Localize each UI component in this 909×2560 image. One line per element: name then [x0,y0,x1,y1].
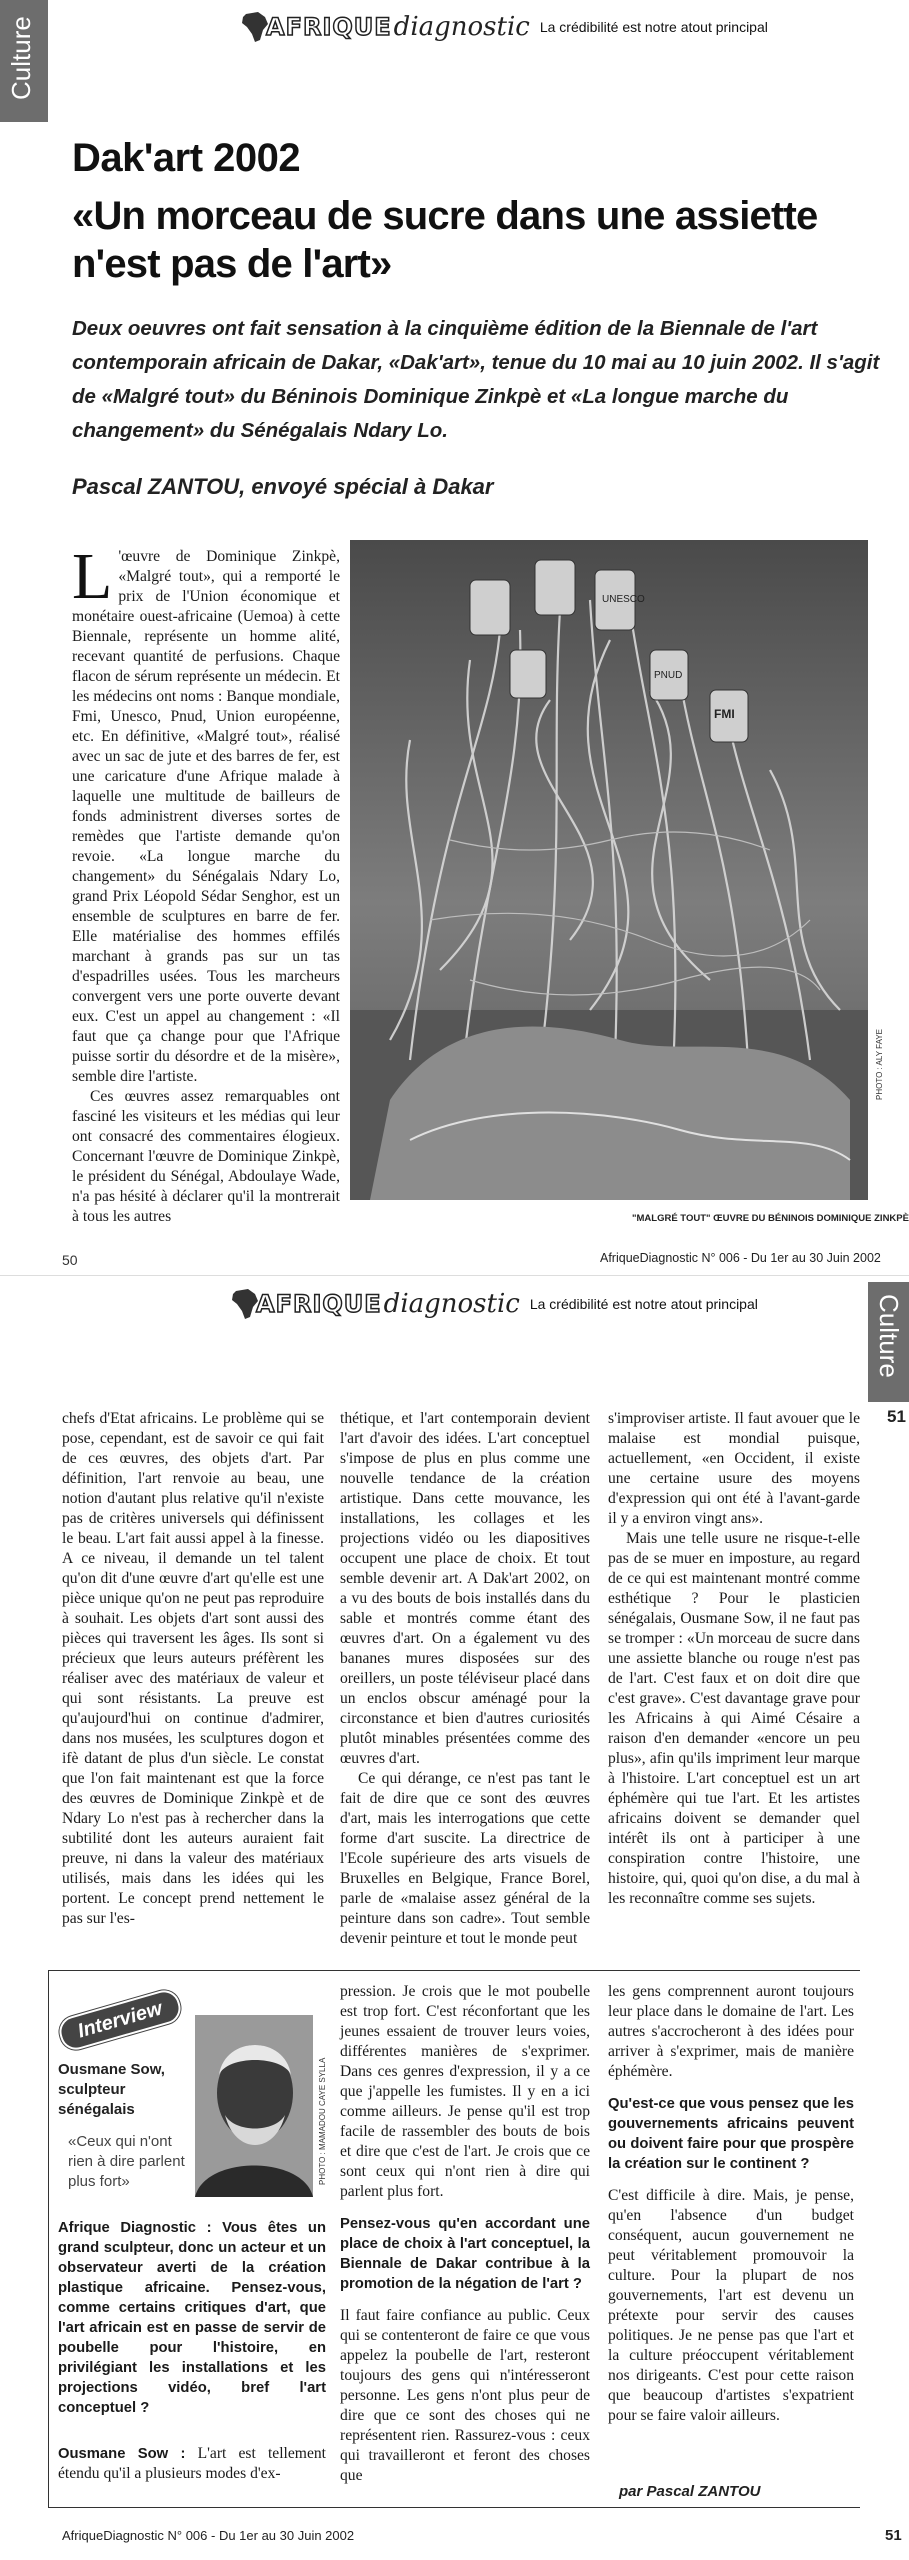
body-column-1 [62,1409,324,1929]
page-divider [0,1275,909,1276]
masthead [228,1287,758,1321]
article-standfirst: Deux oeuvres ont fait sensation à la cinquième édition de la Biennale de l'art contemporain africain de Dakar, «Dak'art», tenue du 10 mai au 10 juin 2002. Il s'agit de «Malgré tout» du Béninois Dominique Zinkpè et «La longue marche du changement» du Sénégalais Ndary Lo. [72,317,880,442]
article-byline: Pascal ZANTOU, envoyé spécial à Dakar [72,474,494,499]
section-tab-label: Culture [874,1294,904,1378]
interview-question: Afrique Diagnostic : Vous êtes un grand sculpteur, donc un acteur et un observateur averti de la création plastique africaine. Pensez-vous, comme certains critiques d'art, que l'art africain est en passe de servir de poubelle pour l'histoire, en privilégiant les installations et les projections vidéo, bref l'art conceptuel ? [58,2220,326,2416]
page-number: 50 [62,1252,78,1268]
artwork-photo [350,540,868,1200]
body-column-1 [72,540,340,1227]
masthead [238,10,768,44]
article-headline: «Un morceau de sucre dans une assiette n'est pas de l'art» [72,194,818,286]
body-paragraph: Ce qui dérange, ce n'est pas tant le fait de dire que ce sont des œuvres d'art, mais les interrogations que cette forme d'art suscite. La directrice de l'Ecole supérieure des arts visuels de Bruxelles en Belgique, France Borel, parle de «malaise assez général de la peinture dans son cadre». Tout semble devenir peinture et tout le monde peut [340,1770,590,1947]
body-column-2 [340,1409,590,1949]
body-column-3 [608,1409,860,1909]
interview-answer: C'est difficile à dire. Mais, je pense, qu'en l'absence d'un budget conséquent, aucun gouvernement ne peut véritablement promouvoir la culture. Pour la plupart de nos gouvernements, l'art est devenu un prétexte pour servir des causes politiques. Je ne pense pas que l'art et la culture préoccupent véritablement nos dirigeants. C'est pour cette raison que beaucoup d'artistes s'expatrient pour se faire valoir ailleurs. [608,2187,854,2424]
logo-script: diagnostic [383,1289,520,1319]
photo-caption: "MALGRÉ TOUT" ŒUVRE DU BÉNINOIS DOMINIQUE ZINKPÈ [632,1213,909,1224]
photo-credit: PHOTO : MAMADOU CAYE SYLLA [318,2057,327,2185]
body-paragraph: Mais une telle usure ne risque-t-elle pas de se muer en imposture, au regard de ce qui est maintenant montré comme esthétique ? Pour le plasticien sénégalais, Ousmane Sow, il ne faut pas se tromper : «Un morceau de sucre dans une assiette blanche ou rouge n'est pas de l'art. C'est faux et on doit dire que c'est grave». C'est davantage grave pour les Africains à qui Aimé Césaire a raison d'en demander «encore un peu plus», afin qu'ils impriment leur marque à l'histoire. L'art conceptuel est un art éphémère qui tue l'art. Et les artistes africains doivent se demander quel intérêt ils ont à participer à une conspiration contre l'histoire, une histoire, qui, quoi qu'on dise, a du mal à les reconnaître comme ses sujets. [608,1530,860,1907]
article-kicker: Dak'art 2002 [72,136,301,180]
answer-speaker: Ousmane Sow : [58,2446,186,2462]
interview-question: Pensez-vous qu'en accordant une place de choix à l'art conceptuel, la Biennale de Dakar contribue à la promotion de la négation de l'art ? [340,2216,590,2292]
page-number: 51 [887,1407,906,1426]
interview-signature: par Pascal ZANTOU [619,2483,761,2500]
logo-word: AFRIQUE [266,13,392,41]
issue-folio: AfriqueDiagnostic N° 006 - Du 1er au 30 Juin 2002 [62,2528,355,2543]
pull-quote: «Ceux qui n'ont rien à dire parlent plus fort» [68,2133,185,2190]
answer-text: L'art est tellement étendu qu'il a plusieurs modes d'ex- [58,2445,326,2482]
interview-answer [58,2444,326,2484]
interview-badge-label: Interview [75,1997,165,2043]
interviewee-portrait [195,2015,313,2197]
interview-question: Qu'est-ce que vous pensez que les gouvernements africains peuvent ou doivent faire pour que prospère la création sur le continent ? [608,2096,854,2172]
portrait-illustration [195,2015,313,2197]
flask-label: UNESCO [602,594,645,605]
interviewee-name: Ousmane Sow, sculpteur sénégalais [58,2061,165,2118]
interview-answer: les gens comprennent auront toujours leur place dans le domaine de l'art. Les autres s'accrocheront à des idées pour arriver à s'exprimer, mais de manière éphémère. [608,1983,854,2080]
logo-script: diagnostic [393,12,530,42]
masthead-tagline: La crédibilité est notre atout principal [539,19,768,35]
logo-word: AFRIQUE [256,1290,382,1318]
body-paragraph: 'œuvre de Dominique Zinkpè, «Malgré tout», qui a remporté le prix de l'Union économique et monétaire ouest-africaine (Uemoa) à cette Biennale, représente un homme alité, recevant quantité de perfusions. Chaque flacon de sérum représente un médecin. Et les médecins ont noms : Banque mondiale, Fmi, Unesco, Pnud, Union européenne, etc. En définitive, «Malgré tout», réalisé avec un sac de jute et des barres de fer, est une caricature d'une Afrique malade à laquelle une multitude de bailleurs de fonds administrent diverses sortes de remèdes que l'artiste demande qu'on revoie. «La longue marche du changement» du Sénégalais Ndary Lo, grand Prix Léopold Sédar Senghor, est un ensemble de sculptures en barre de fer. Elle matérialise des hommes effilés marchant à grands pas sur un tas d'espadrilles usées. Tous les marcheurs convergent vers une porte ouverte devant eux. C'est un appel au changement : «Il faut que ça change pour que l'Afrique puisse sortir du désordre et de la misère», semble dire l'artiste. [72,548,340,1085]
flask-label: PNUD [654,670,683,681]
page-number: 51 [885,2527,902,2544]
interview-column-3 [608,1982,854,2426]
masthead-tagline: La crédibilité est notre atout principal [529,1296,758,1312]
flask-label: FMI [714,707,735,721]
interview-column-2 [340,1982,590,2486]
body-paragraph: chefs d'Etat africains. Le problème qui se pose, cependant, est de savoir ce qui fait de ces œuvres, des objets d'art. Par définition, l'art renvoie au beau, une notion d'autant plus relative qu'il n'existe pas de critères universels qui définissent le beau. L'art fait aussi appel à la finesse. A ce niveau, il demande un tel talent qu'on dit d'une œuvre d'art qu'elle est une pièce unique qu'on ne peut pas reproduire à souhait. Les objets d'art sont aussi des pièces qui traversent les âges. Ils sont si précieux que leurs auteurs préfèrent les réaliser avec des matériaux de valeur et qui sont résistants. La preuve est qu'aujourd'hui on continue d'admirer, dans nos musées, les sculptures dogon et ifè datant de plus d'un siècle. Le constat que l'on fait maintenant est que la force des œuvres de Dominique Zinkpè et de Ndary Lo n'est pas à rechercher dans la subtilité dont les auteurs auraient fait preuve, ni dans la valeur des matériaux utilisés, mais dans les idées qui les portent. Le concept prend nettement le pas sur l'es- [62,1410,324,1927]
interview-answer: pression. Je crois que le mot poubelle est trop fort. C'est réconfortant que les jeunes essaient de trouver leurs voies, différentes manières de s'exprimer. Dans ces genres d'expression, il y a ce que j'appelle les fumistes. Il y en a ici comme ailleurs. Je pense qu'il est trop facile de rassembler des bouts de bois et dire que c'est de l'art. Je crois que ce sont ceux qui n'ont rien à dire qui parlent plus fort. [340,1983,590,2200]
body-paragraph: s'improviser artiste. Il faut avouer que le malaise est mondial puisque, actuellement, «en Occident, il existe une certaine usure des moyens d'expression qui ont été à l'avant-garde il y a environ vingt ans». [608,1410,860,1527]
sculpture-illustration [350,540,868,1200]
section-tab-culture [0,0,48,122]
interview-answer: Il faut faire confiance au public. Ceux qui se contenteront de faire ce que vous appelez la poubelle de l'art, resteront toujours des gens qui n'intéresseront personne. Les gens n'ont plus peur de dire que ce sont des choses qui ne représentent rien. Rassurez-vous : ceux qui travailleront et feront des choses que [340,2307,590,2484]
section-tab-label: Culture [6,16,36,100]
section-tab-culture [868,1282,909,1402]
photo-credit: PHOTO : ALY FAYE [875,1029,884,1100]
dropcap: L [72,540,113,613]
body-paragraph: Ces œuvres assez remarquables ont fasciné les visiteurs et les médias qui leur ont consacré des commentaires élogieux. Concernant l'œuvre de Dominique Zinkpè, le président du Sénégal, Abdoulaye Wade, n'a pas hésité à déclarer qu'il la montrerait à tous les autres [72,1088,340,1225]
issue-folio: AfriqueDiagnostic N° 006 - Du 1er au 30 Juin 2002 [600,1251,881,1265]
body-paragraph: thétique, et l'art contemporain devient l'art d'avoir des idées. L'art conceptuel s'impose de plus en plus comme une nouvelle tendance de la création artistique. Dans cette mouvance, les installations, les collages et les projections vidéo ou les diapositives occupent une place de choix. Et tout semble devenir art. A Dak'art 2002, on a vu des bouts de bois installés dans du sable et montrés comme étant des œuvres d'art. On a également vu des bananes mures disposées sur des oreillers, un poste téléviseur placé dans un enclos obscur aménagé pour la circonstance et bien d'autres curiosités plutôt minables présentées comme des œuvres d'art. [340,1410,590,1767]
